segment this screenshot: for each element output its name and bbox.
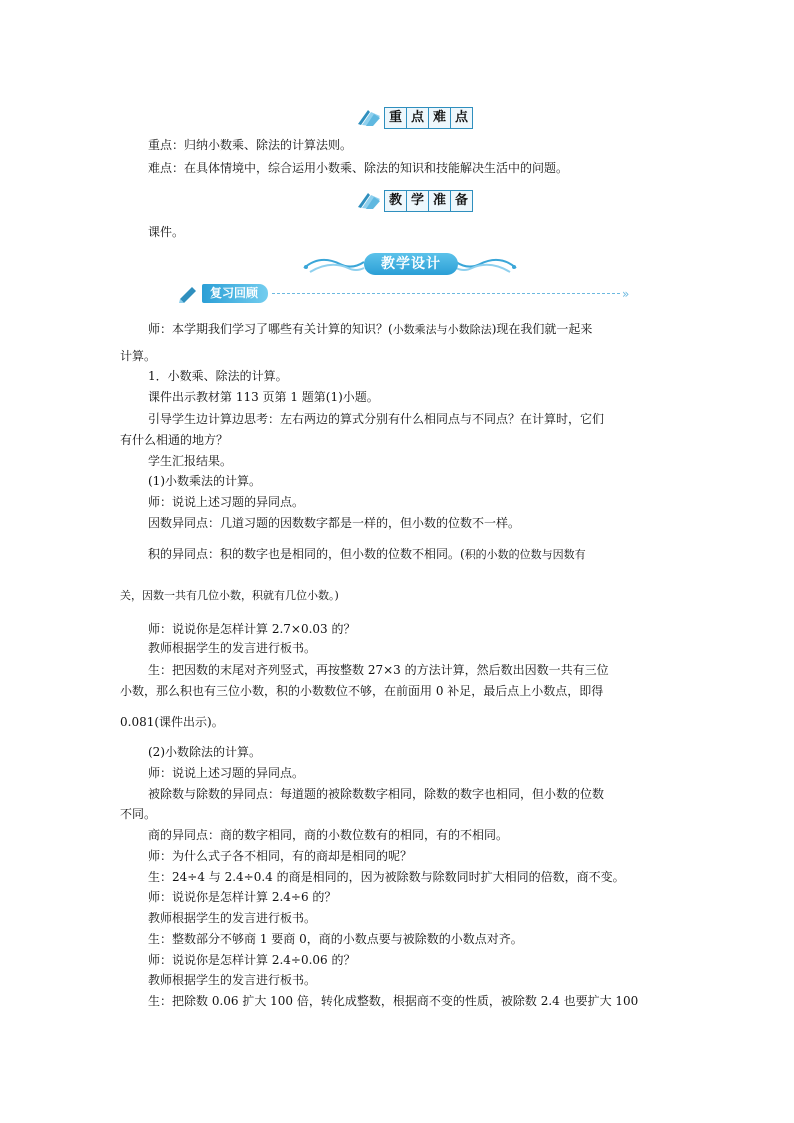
key-points-char: 重 [385,108,407,128]
text-line: 关，因数一共有几位小数，积就有几位小数。) [120,589,339,602]
text-line: 师：说说上述习题的异同点。 [148,495,305,509]
book-icon [356,108,382,128]
text-line: 计算。 [120,349,157,363]
text-span-small: 积的小数的位数与因数有 [464,548,586,561]
text-line: 生：把除数 0.06 扩大 100 倍，转化成整数，根据商不变的性质，被除数 2.4 也要扩大 100 [148,994,639,1008]
text-line: 课件出示教材第 113 页第 1 题第(1)小题。 [148,390,379,404]
text-span: 积的异同点：积的数字也是相同的，但小数的位数不相同。( [148,547,465,561]
prep-char: 准 [429,191,451,211]
text-line [148,546,586,563]
text-line: 生：24÷4 与 2.4÷0.4 的商是相同的，因为被除数与除数同时扩大相同的倍数，商不变。 [148,870,625,884]
text-line: 重点：归纳小数乘、除法的计算法则。 [148,138,353,152]
text-line: 被除数与除数的异同点：每道题的被除数数字相同，除数的数字也相同，但小数的位数 [148,787,605,801]
text-line: 师：说说你是怎样计算 2.7×0.03 的？ [148,622,356,636]
key-points-char: 点 [454,110,468,125]
text-line: (2)小数除法的计算。 [148,745,261,759]
text-span: )现在我们就一起来 [491,322,593,336]
text-line: 教师根据学生的发言进行板书。 [148,911,317,925]
text-line: 小数，那么积也有三位小数，积的小数数位不够，在前面用 0 补足，最后点上小数点，即得 [120,684,604,698]
teaching-design-banner [300,250,520,278]
prep-header [356,190,473,212]
text-line: 师：说说上述习题的异同点。 [148,766,305,780]
book-icon [356,191,382,211]
text-line: 学生汇报结果。 [148,454,233,468]
review-section-header [178,284,629,303]
double-arrow-icon: » [622,286,630,301]
text-line: 因数异同点：几道习题的因数数字都是一样的，但小数的位数不一样。 [148,516,521,530]
text-line: 师：说说你是怎样计算 2.4÷6 的？ [148,890,337,904]
banner-title: 教学设计 [364,253,458,275]
text-line: 商的异同点：商的数字相同，商的小数位数有的相同，有的不相同。 [148,828,509,842]
text-line: 师：为什么式子各不相同，有的商却是相同的呢？ [148,849,413,863]
text-line: 师：说说你是怎样计算 2.4÷0.06 的？ [148,953,356,967]
text-line: 有什么相通的地方？ [120,433,229,447]
key-points-char: 点 [407,108,429,128]
review-label: 复习回顾 [202,284,268,303]
pencil-icon [178,285,200,303]
dashed-divider [272,293,620,294]
key-points-char: 难 [429,108,451,128]
text-span-small: 小数乘法与小数除法 [392,323,492,336]
prep-char: 备 [454,193,468,208]
text-line: (1)小数乘法的计算。 [148,474,261,488]
text-line: 教师根据学生的发言进行板书。 [148,973,317,987]
key-points-header [356,107,473,129]
text-line: 生：整数部分不够商 1 要商 0，商的小数点要与被除数的小数点对齐。 [148,932,523,946]
prep-char: 学 [407,191,429,211]
text-line: 1．小数乘、除法的计算。 [148,369,288,383]
text-line: 生：把因数的末尾对齐列竖式，再按整数 27×3 的方法计算，然后数出因数一共有三位 [148,663,609,677]
text-line: 0.081(课件出示)。 [120,715,224,729]
text-line: 难点：在具体情境中，综合运用小数乘、除法的知识和技能解决生活中的问题。 [148,161,569,175]
text-line: 课件。 [148,225,185,239]
text-span: 师：本学期我们学习了哪些有关计算的知识？( [148,322,393,336]
text-line: 引导学生边计算边思考：左右两边的算式分别有什么相同点与不同点？在计算时，它们 [148,412,605,426]
text-line: 不同。 [120,807,157,821]
text-line [148,321,592,338]
prep-char: 教 [385,191,407,211]
text-line: 教师根据学生的发言进行板书。 [148,641,317,655]
